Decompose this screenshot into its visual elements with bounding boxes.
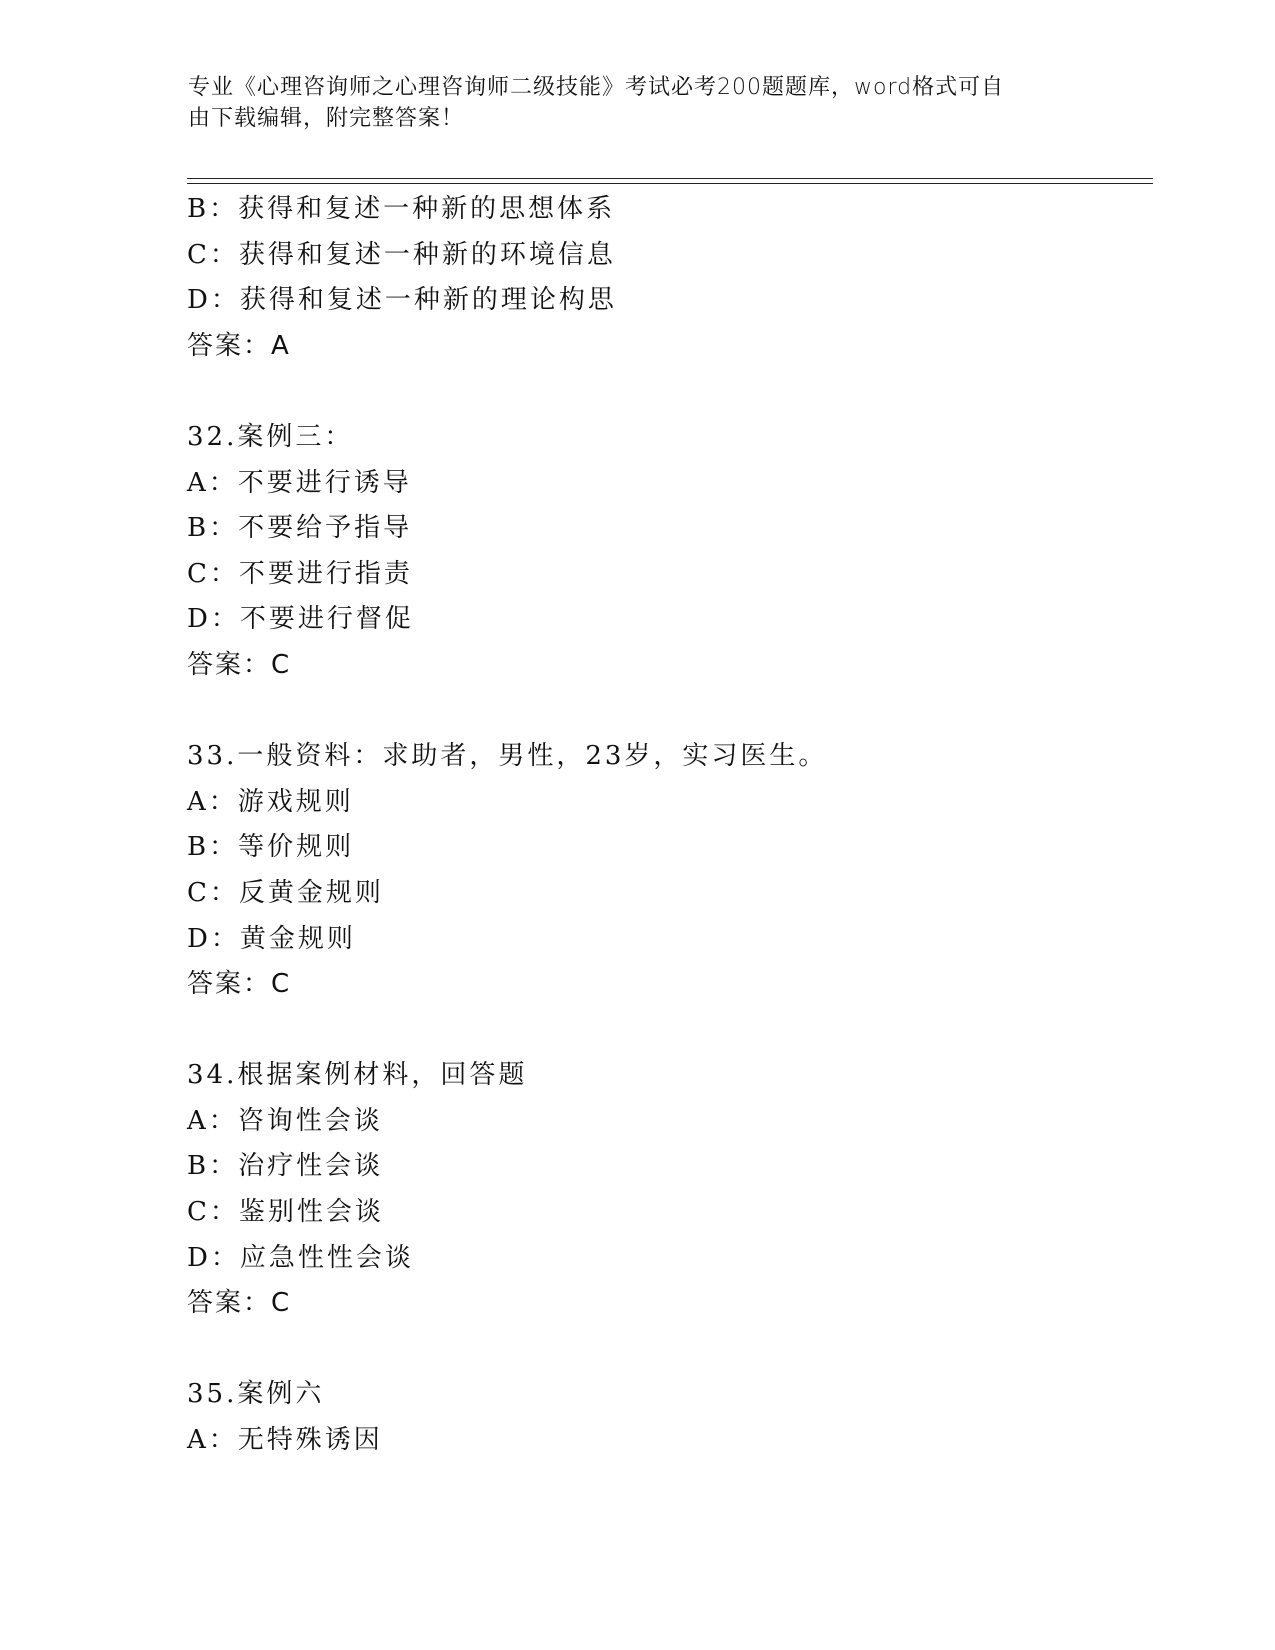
answer-option: B：等价规则 <box>187 832 355 863</box>
header-line-2: 由下载编辑，附完整答案！ <box>188 106 465 131</box>
answer-option: B：不要给予指导 <box>187 513 413 544</box>
answer-option: C：鉴别性会谈 <box>187 1197 384 1228</box>
document-header <box>188 72 1068 134</box>
answer-key: 答案：C <box>187 1288 292 1319</box>
answer-option: D：获得和复述一种新的理论构思 <box>187 285 617 316</box>
question-title: 32.案例三： <box>187 421 354 452</box>
answer-option: A：不要进行诱导 <box>187 467 412 498</box>
spacer <box>187 369 1167 415</box>
answer-option: A：咨询性会谈 <box>187 1105 383 1136</box>
header-line-1: 专业《心理咨询师之心理咨询师二级技能》考试必考200题题库，word格式可自 <box>188 75 1005 100</box>
answer-key: 答案：A <box>187 330 291 361</box>
answer-option: A：游戏规则 <box>187 786 354 817</box>
answer-key: 答案：C <box>187 969 292 1000</box>
answer-option: B：治疗性会谈 <box>187 1151 384 1182</box>
question-title: 34.根据案例材料，回答题 <box>187 1060 528 1091</box>
answer-option: C：不要进行指责 <box>187 558 413 589</box>
question-title: 35.案例六 <box>187 1379 325 1410</box>
answer-key: 答案：C <box>187 649 292 680</box>
spacer <box>187 1008 1167 1054</box>
header-divider-bottom <box>187 183 1153 184</box>
answer-option: D：不要进行督促 <box>187 604 414 635</box>
spacer <box>187 1327 1167 1373</box>
spacer <box>187 689 1167 735</box>
answer-option: C：获得和复述一种新的环境信息 <box>187 239 616 270</box>
question-title: 33.一般资料：求助者，男性，23岁，实习医生。 <box>187 741 828 772</box>
answer-option: D：黄金规则 <box>187 923 356 954</box>
question-list <box>187 187 1167 1464</box>
answer-option: B：获得和复述一种新的思想体系 <box>187 194 616 224</box>
answer-option: C：反黄金规则 <box>187 877 384 908</box>
header-divider-top <box>187 178 1153 179</box>
answer-option: A：无特殊诱因 <box>187 1425 383 1456</box>
answer-option: D：应急性性会谈 <box>187 1242 414 1273</box>
